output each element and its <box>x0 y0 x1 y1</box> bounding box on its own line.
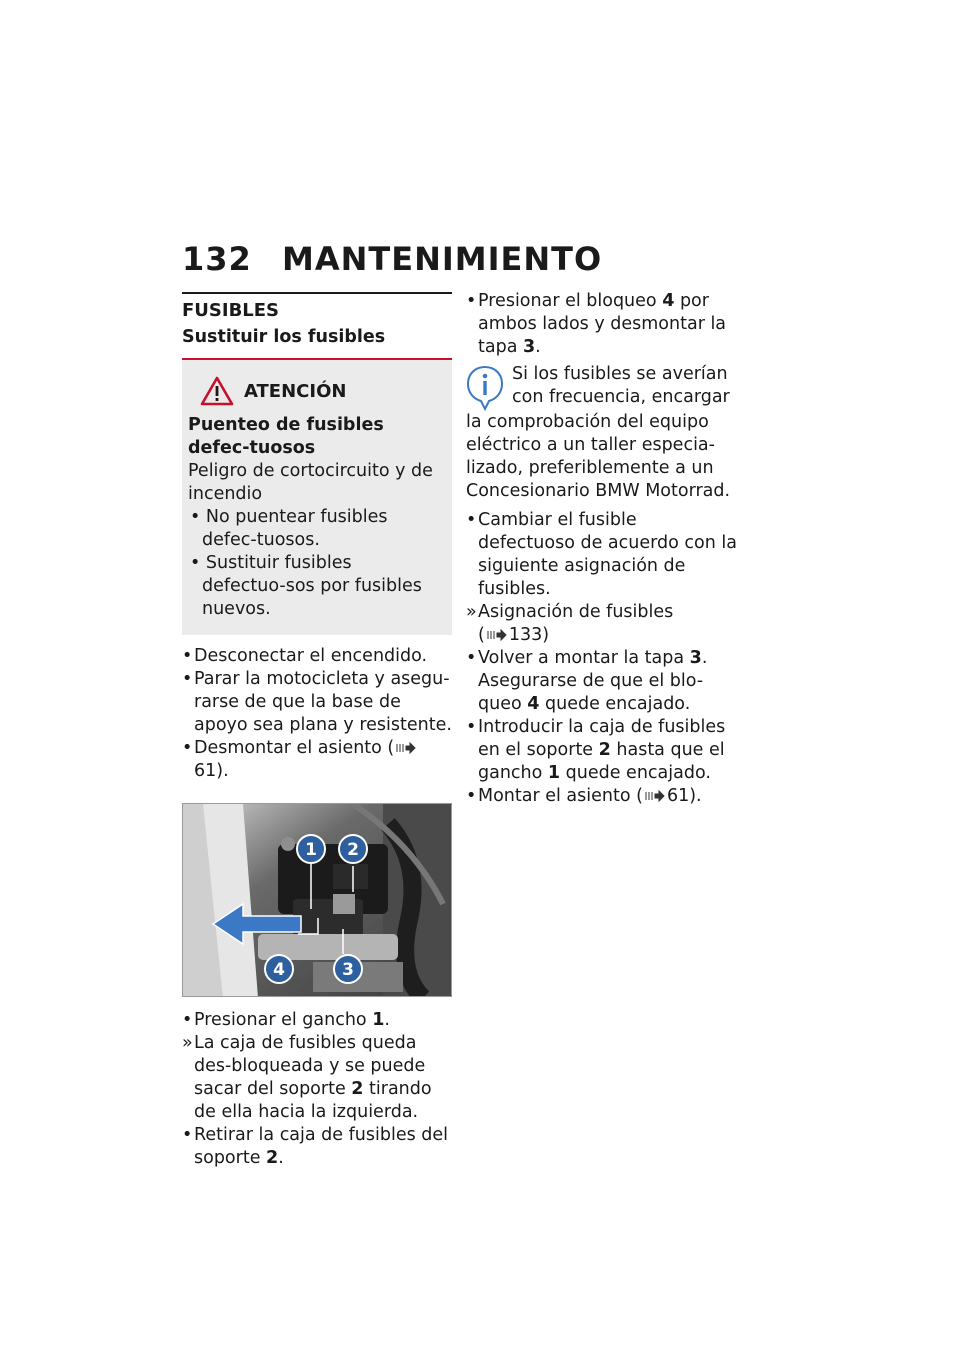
callout-2 <box>339 835 367 863</box>
warning-heading: Puenteo de fusibles defec-tuosos <box>188 415 384 458</box>
step-item: • Desmontar el asiento (61). <box>182 737 452 783</box>
page-number: 132 <box>182 240 252 278</box>
warning-triangle-icon <box>200 376 234 406</box>
info-icon <box>466 365 504 411</box>
warning-item: • No puentear fusibles defec-tuosos. <box>190 507 388 550</box>
chapter-title: MANTENIMIENTO <box>282 240 603 278</box>
step-item: • Presionar el gancho 1. <box>182 1010 390 1030</box>
step-item: » Asignación de fusibles ( 133) <box>466 602 674 645</box>
steps-list-a <box>182 645 452 783</box>
svg-text:2: 2 <box>347 840 359 860</box>
right-column <box>466 290 738 808</box>
page-ref[interactable]: 133 <box>508 625 543 645</box>
svg-text:1: 1 <box>305 840 317 860</box>
info-line-2: con frecuencia, encargar <box>512 387 730 407</box>
info-note <box>466 363 738 503</box>
page-ref[interactable]: 61 <box>666 786 690 806</box>
step-item: • Desconectar el encendido. <box>182 646 428 666</box>
svg-text:3: 3 <box>342 960 354 980</box>
steps-list-b <box>182 1009 452 1170</box>
warning-text: Peligro de cortocircuito y de incendio <box>188 461 433 504</box>
warning-list <box>188 506 434 621</box>
step-item: • Retirar la caja de fusibles del soporte 2. <box>182 1125 449 1168</box>
page-ref-arrow-icon <box>396 742 416 754</box>
warning-item: • Sustituir fusibles defectuo-sos por fusibles nuevos. <box>190 553 422 619</box>
step-item: • Cambiar el fusible defectuoso de acuerdo con la siguiente asignación de fusibles. <box>466 510 737 599</box>
step-item: • Montar el asiento ( 61). <box>466 786 702 806</box>
step-item: • Introducir la caja de fusibles en el soporte 2 hasta que el gancho 1 quede encajado. <box>466 717 726 783</box>
callout-4 <box>265 955 293 983</box>
fuse-box-illustration <box>183 804 452 997</box>
section-title: FUSIBLES <box>182 300 280 321</box>
step-item: • Presionar el bloqueo 4 por ambos lados y desmontar la tapa 3. <box>466 291 727 357</box>
fuse-box-photo <box>182 803 452 997</box>
page-ref-arrow-icon <box>487 629 507 641</box>
warning-box <box>182 360 452 635</box>
page-header <box>182 240 742 280</box>
step-item: » La caja de fusibles queda des-bloqueada y se puede sacar del soporte 2 tirando de ella hacia la izquierda. <box>182 1033 432 1122</box>
callout-1 <box>297 835 325 863</box>
step-item: • Parar la motocicleta y asegu-rarse de que la base de apoyo sea plana y resistente. <box>182 669 452 735</box>
page-ref[interactable]: 61 <box>194 761 217 781</box>
page-ref-arrow-icon <box>645 790 665 802</box>
svg-text:4: 4 <box>273 960 285 980</box>
section-rule <box>182 292 452 294</box>
warning-header <box>188 376 434 406</box>
step-item: • Volver a montar la tapa 3. Asegurarse de que el blo-queo 4 quede encajado. <box>466 648 708 714</box>
steps-list-c <box>466 509 738 808</box>
left-column <box>182 292 452 1170</box>
section-subtitle: Sustituir los fusibles <box>182 327 386 347</box>
warning-label: ATENCIÓN <box>244 380 347 402</box>
info-text: la comprobación del equipo eléctrico a un taller especia-lizado, preferiblemente a un Concesionario BMW Motorrad. <box>466 412 731 501</box>
callout-3 <box>334 955 362 983</box>
info-line-1: Si los fusibles se averían <box>512 364 728 384</box>
